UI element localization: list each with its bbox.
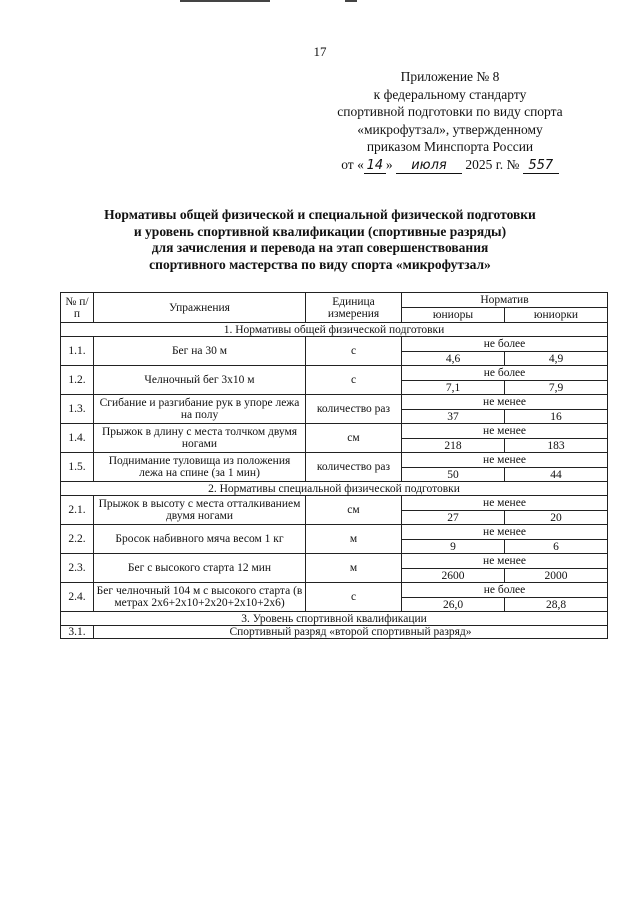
header-boys: юниоры (402, 308, 505, 323)
value-girls: 44 (505, 468, 608, 482)
row-num: 2.3. (61, 554, 94, 583)
value-girls: 4,9 (505, 352, 608, 366)
title-line: Нормативы общей физической и специальной физической подготовки (104, 207, 536, 222)
header-norm: Норматив (402, 293, 608, 308)
table-row (61, 366, 608, 381)
section-title: 2. Нормативы специальной физической подготовки (61, 482, 608, 496)
row-num: 1.1. (61, 337, 94, 366)
appendix-date-line (300, 156, 600, 174)
value-boys: 2600 (402, 569, 505, 583)
row-num: 2.1. (61, 496, 94, 525)
table-row (61, 337, 608, 352)
table-row (61, 525, 608, 540)
row-exercise: Поднимание туловища из положения лежа на спине (за 1 мин) (94, 453, 306, 482)
table-row (61, 395, 608, 410)
value-girls: 2000 (505, 569, 608, 583)
page-number: 17 (313, 44, 327, 59)
row-unit: см (306, 424, 402, 453)
appendix-line: «микрофутзал», утвержденному (357, 121, 543, 137)
value-boys: 218 (402, 439, 505, 453)
row-condition: не менее (402, 453, 608, 468)
table-row (61, 626, 608, 639)
row-condition: не более (402, 337, 608, 352)
row-exercise: Прыжок в длину с места толчком двумя ногами (94, 424, 306, 453)
row-num: 1.3. (61, 395, 94, 424)
title-line: для зачисления и перевода на этап совершенствования (151, 240, 489, 255)
row-exercise: Бег челночный 104 м с высокого старта (в метрах 2х6+2х10+2х20+2х10+2х6) (94, 583, 306, 612)
value-boys: 27 (402, 511, 505, 525)
title-line: и уровень спортивной квалификации (спортивные разряды) (133, 223, 507, 239)
row-exercise: Бег с высокого старта 12 мин (94, 554, 306, 583)
row-num: 3.1. (61, 626, 94, 639)
row-num: 2.2. (61, 525, 94, 554)
value-girls: 183 (505, 439, 608, 453)
appendix-line: спортивной подготовки по виду спорта (337, 104, 563, 119)
row-unit: м (306, 554, 402, 583)
row-unit: с (306, 366, 402, 395)
row-condition: не менее (402, 424, 608, 439)
section-title: 3. Уровень спортивной квалификации (61, 612, 608, 626)
value-girls: 28,8 (505, 598, 608, 612)
section-row (61, 323, 608, 337)
row-condition: не менее (402, 395, 608, 410)
table-body (61, 323, 608, 639)
row-num: 1.2. (61, 366, 94, 395)
row-exercise: Прыжок в высоту с места отталкиванием двумя ногами (94, 496, 306, 525)
row-exercise: Бросок набивного мяча весом 1 кг (94, 525, 306, 554)
appendix-line: приказом Минспорта России (366, 139, 534, 154)
scan-artifact (180, 0, 270, 2)
row-num: 2.4. (61, 583, 94, 612)
table-row (61, 583, 608, 598)
date-year: 2025 г. № (465, 156, 520, 172)
row-exercise: Челночный бег 3х10 м (94, 366, 306, 395)
value-girls: 16 (505, 410, 608, 424)
row-unit: с (306, 337, 402, 366)
header-num: № п/п (61, 293, 94, 323)
value-boys: 9 (402, 540, 505, 554)
value-boys: 50 (402, 468, 505, 482)
handwritten-order-number: 557 (523, 159, 559, 174)
handwritten-day: 14 (364, 159, 386, 174)
appendix-line: Приложение № 8 (400, 69, 500, 84)
section-row (61, 612, 608, 626)
document-title (0, 207, 640, 273)
value-girls: 20 (505, 511, 608, 525)
row-condition: не менее (402, 496, 608, 511)
row-condition: не более (402, 366, 608, 381)
header-unit: Единица измерения (306, 293, 402, 323)
value-boys: 4,6 (402, 352, 505, 366)
norms-table (60, 292, 608, 639)
table-row (61, 554, 608, 569)
table-row (61, 424, 608, 439)
date-prefix: от « (341, 156, 364, 172)
title-line: спортивного мастерства по виду спорта «микрофутзал» (149, 256, 491, 272)
row-num: 1.4. (61, 424, 94, 453)
section-title: 1. Нормативы общей физической подготовки (61, 323, 608, 337)
row-condition: не более (402, 583, 608, 598)
value-boys: 37 (402, 410, 505, 424)
row-unit: количество раз (306, 453, 402, 482)
table-row (61, 453, 608, 468)
row-unit: м (306, 525, 402, 554)
row-unit: см (306, 496, 402, 525)
row-num: 1.5. (61, 453, 94, 482)
value-girls: 7,9 (505, 381, 608, 395)
scan-artifact (345, 0, 357, 2)
row-exercise: Бег на 30 м (94, 337, 306, 366)
handwritten-month: июля (396, 159, 462, 174)
table-row (61, 496, 608, 511)
row-condition: не менее (402, 525, 608, 540)
row-unit: количество раз (306, 395, 402, 424)
row-condition: не менее (402, 554, 608, 569)
row-exercise: Спортивный разряд «второй спортивный разряд» (94, 626, 608, 639)
date-mid: » (385, 156, 393, 172)
header-exercise: Упражнения (94, 293, 306, 323)
header-girls: юниорки (505, 308, 608, 323)
value-boys: 26,0 (402, 598, 505, 612)
section-row (61, 482, 608, 496)
value-girls: 6 (505, 540, 608, 554)
appendix-line: к федеральному стандарту (373, 86, 527, 102)
row-unit: с (306, 583, 402, 612)
row-exercise: Сгибание и разгибание рук в упоре лежа на полу (94, 395, 306, 424)
value-boys: 7,1 (402, 381, 505, 395)
appendix-header (300, 68, 600, 174)
